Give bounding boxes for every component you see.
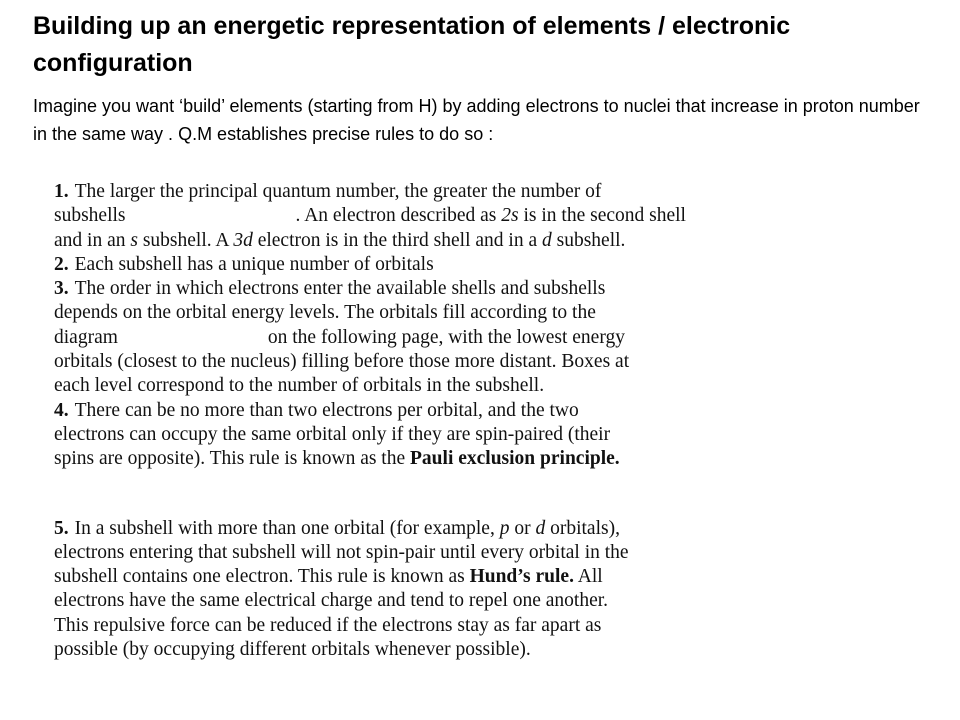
rule-3-line-5 — [54, 374, 864, 398]
rule-1-text-3g: subshell. — [551, 229, 626, 251]
rule-3-line-1 — [54, 277, 864, 301]
rule-1-text-2b: . An electron described as — [295, 205, 502, 227]
rule-3-text-5: each level correspond to the number of orbitals in the subshell. — [54, 375, 545, 397]
rule-3-text-3a: diagram — [54, 326, 118, 348]
rule-5-line-2 — [54, 541, 864, 565]
rule-2-text: Each subshell has a unique number of orbitals — [74, 253, 434, 275]
rule-3 — [54, 277, 864, 398]
rule-2 — [54, 253, 864, 277]
rule-4-text-1: There can be no more than two electrons per orbital, and the two — [74, 399, 579, 421]
rule-4 — [54, 399, 864, 472]
rule-5 — [54, 517, 864, 663]
rule-1-text-2d: is in the second shell — [518, 205, 686, 227]
rule-4-text-2: electrons can occupy the same orbital only if they are spin-paired (their — [54, 423, 611, 445]
rule-5-line-6 — [54, 638, 864, 662]
rule-5-line-5 — [54, 614, 864, 638]
rule-5-text-3c: All — [573, 566, 603, 588]
rule-5-text-1a: In a subshell with more than one orbital (for example, — [74, 517, 500, 539]
rule-5-line-1 — [54, 517, 864, 541]
slide-title: Building up an energetic representation of elements / electronic configuration — [33, 12, 791, 77]
rule-1-text-3f: d — [542, 229, 552, 251]
rule-3-line-2 — [54, 301, 864, 325]
rule-4-text-3a: spins are opposite). This rule is known as the — [54, 448, 411, 470]
rule-1-text-3e: electron is in the third shell and in a — [252, 229, 542, 251]
rule-3-text-2: depends on the orbital energy levels. The orbitals fill according to the — [54, 302, 596, 324]
rule-1-text-1: The larger the principal quantum number, the greater the number of — [74, 181, 602, 202]
rule-spacer — [54, 472, 864, 517]
rule-1-line-2 — [54, 204, 864, 228]
rule-3-number: 3. — [54, 278, 69, 300]
rule-3-line-4 — [54, 350, 864, 374]
rule-3-text-3b: on the following page, with the lowest energy — [267, 326, 625, 348]
rule-4-line-3 — [54, 447, 864, 471]
rule-5-text-1e: orbitals), — [545, 517, 620, 539]
rule-5-text-2: electrons entering that subshell will not spin-pair until every orbital in the — [54, 541, 629, 563]
rule-1-text-3c: subshell. A — [137, 229, 234, 251]
rule-3-line-3 — [54, 326, 864, 350]
rule-4-line-2 — [54, 423, 864, 447]
rules-scanned-excerpt — [54, 180, 864, 662]
rule-1-line-1 — [54, 180, 864, 204]
rule-4-number: 4. — [54, 399, 69, 421]
rule-1-text-3d: 3d — [233, 229, 253, 251]
rule-5-text-3a: subshell contains one electron. This rule is known as — [54, 566, 470, 588]
rule-5-text-6: possible (by occupying different orbitals whenever possible). — [54, 639, 531, 661]
intro-paragraph: Imagine you want ‘build’ elements (starting from H) by adding electrons to nuclei that increase in proton number in the same way . Q.M establishes precise rules to do so : — [33, 96, 920, 144]
rule-2-number: 2. — [54, 253, 69, 275]
rule-5-text-1c: or — [509, 517, 536, 539]
rule-5-text-1d: d — [535, 517, 546, 539]
pauli-principle-term: Pauli exclusion principle. — [410, 448, 620, 470]
rule-1-line-3 — [54, 229, 864, 253]
rule-3-text-1: The order in which electrons enter the available shells and subshells — [74, 278, 606, 300]
rule-5-text-5: This repulsive force can be reduced if the electrons stay as far apart as — [54, 614, 602, 636]
rule-1-text-2a: subshells — [54, 205, 126, 227]
rule-3-text-4: orbitals (closest to the nucleus) filling before those more distant. Boxes at — [54, 351, 630, 373]
rule-1-text-2c: 2s — [501, 205, 519, 227]
rule-1-text-3b: s — [130, 229, 138, 251]
rule-1-text-3a: and in an — [54, 229, 131, 251]
rule-5-text-4: electrons have the same electrical charge and tend to repel one another. — [54, 590, 609, 612]
hunds-rule-term: Hund’s rule. — [469, 566, 574, 588]
rule-1-number: 1. — [54, 181, 69, 202]
rule-5-number: 5. — [54, 517, 69, 539]
rule-5-text-1b: p — [499, 517, 510, 539]
rule-2-line-1 — [54, 253, 864, 277]
rule-1 — [54, 180, 864, 253]
rule-5-line-3 — [54, 565, 864, 589]
rule-4-line-1 — [54, 399, 864, 423]
rule-5-line-4 — [54, 589, 864, 613]
